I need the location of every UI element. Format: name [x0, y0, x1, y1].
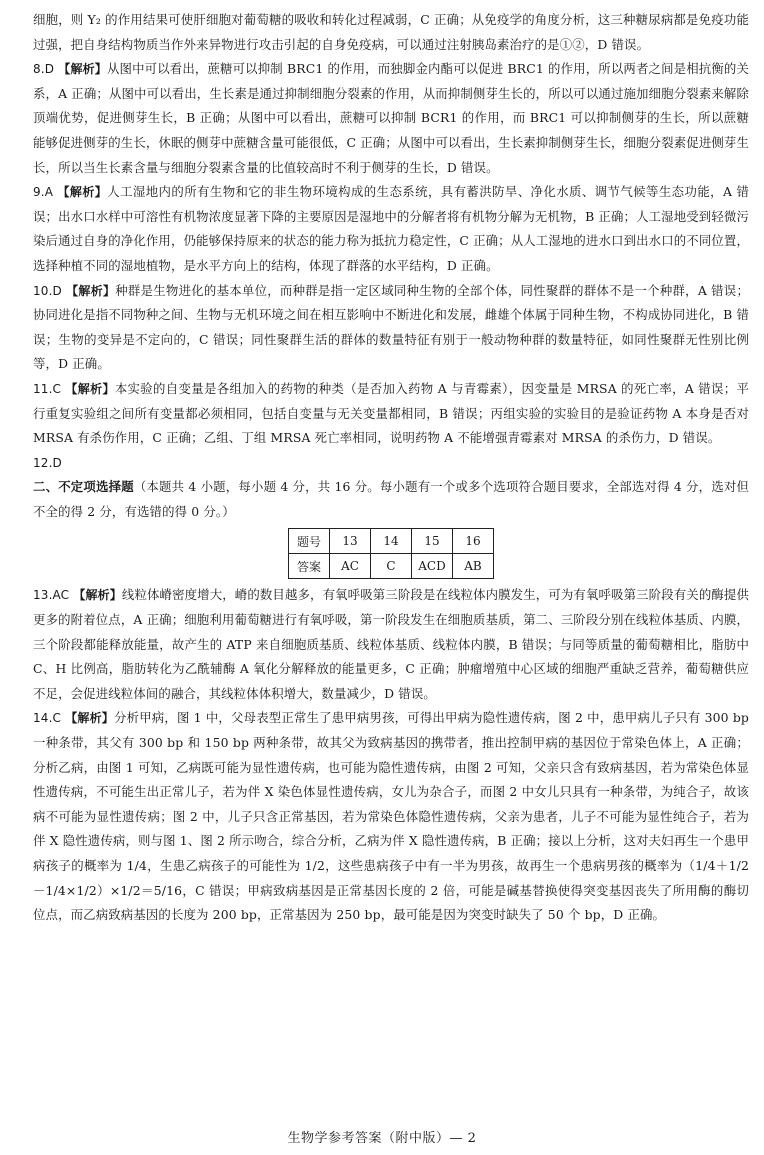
- table-row: [289, 529, 494, 554]
- answer-page: [33, 8, 749, 928]
- section-title: 二、不定项选择题: [33, 479, 134, 495]
- item-number: 14.C: [33, 711, 62, 726]
- item-number: 12.D: [33, 455, 62, 470]
- analysis-label: 【解析】: [66, 283, 116, 298]
- analysis-text: 人工湿地内的所有生物和它的非生物环境构成的生态系统，具有蓄洪防旱、净化水质、调节气候等生态功能，A 错误；出水口水样中可溶性有机物浓度显著下降的主要原因是湿地中的分解者将有机物分解为无机物，B 正确；人工湿地受到轻微污染后通过自身的净化作用，仍能够保持原来的状态的能力称为抵抗力稳定性，C 正确；从人工湿地的进水口到出水口的不同位置，选择种植不同的湿地植物，是水平方向上的结构，体现了群落的水平结构，D 正确。: [33, 184, 749, 273]
- answer-item-8: [33, 57, 749, 180]
- continued-paragraph: 细胞，则 Y₂ 的作用结果可使肝细胞对葡萄糖的吸收和转化过程减弱，C 正确；从免疫学的角度分析，这三种糖尿病都是免疫功能过强，把自身结构物质当作外来异物进行攻击引起的自身免疫病，可以通过注射胰岛素治疗的是①②，D 错误。: [33, 12, 749, 52]
- item-number: 8.D: [33, 62, 55, 77]
- table-cell: AC: [330, 554, 371, 579]
- table-cell: 15: [412, 529, 453, 554]
- analysis-text: 分析甲病，图 1 中，父母表型正常生了患甲病男孩，可得出甲病为隐性遗传病，图 2 中，患甲病儿子只有 300 bp 一种条带，其父有 300 bp 和 150 bp 两种条带，故其父为致病基因的携带者，推出控制甲病的基因位于常染色体上，A 正确；分析乙病，由图 1 可知，乙病既可能为显性遗传病，也可能为隐性遗传病，由图 2 可知，父亲只含有致病基因，若为常染色体显性遗传病，不可能生出正常儿子，若为伴 X 染色体显性遗传病，女儿为杂合子，而图 2 中女儿只具有一种条带，为纯合子，故该病不可能为显性遗传病；图 2 中，儿子只含正常基因，若为常染色体隐性遗传病，父亲为患者，儿子不可能为显性纯合子，若为伴 X 隐性遗传病，则与图 1、图 2 所示吻合，综合分析，乙病为伴 X 隐性遗传病，B 正确；接以上分析，这对夫妇再生一个患甲病孩子的概率为 1/4，生患乙病孩子的可能性为 1/2，这些患病孩子中有一半为男孩，故再生一个患病男孩的概率为（1/4＋1/2－1/4×1/2）×1/2＝5/16，C 错误；甲病致病基因是正常基因长度的 2 倍，可能是碱基替换使得突变基因丧失了所用酶的酶切位点，而乙病致病基因的长度为 200 bp，正常基因为 250 bp，最可能是因为突变时缺失了 50 个 bp，D 正确。: [33, 710, 749, 923]
- table-cell: ACD: [412, 554, 453, 579]
- section-heading-multi-choice: [33, 475, 749, 524]
- analysis-text: 本实验的自变量是各组加入的药物的种类（是否加入药物 A 与青霉素），因变量是 MRSA 的死亡率，A 错误；平行重复实验组之间所有变量都必须相同，包括自变量与无关变量都相同，B 错误；丙组实验的实验目的是验证药物 A 本身是否对 MRSA 有杀伤作用，C 正确；乙组、丁组 MRSA 死亡率相同，说明药物 A 不能增强青霉素对 MRSA 的杀伤力，D 错误。: [33, 380, 749, 446]
- table-header-cell: 答案: [289, 554, 330, 579]
- analysis-label: 【解析】: [65, 711, 115, 726]
- analysis-text: 线粒体嵴密度增大，嵴的数目越多，有氧呼吸第三阶段是在线粒体内膜发生，可为有氧呼吸第三阶段有关的酶提供更多的附着位点，A 正确；细胞利用葡萄糖进行有氧呼吸，第一阶段发生在细胞质基质，第二、三阶段分别在线粒体基质、内膜，三个阶段都能释放能量，故产生的 ATP 来自细胞质基质、线粒体基质、线粒体内膜，B 错误；与同等质量的葡萄糖相比，脂肪中 C、H 比例高，脂肪转化为乙酰辅酶 A 氧化分解释放的能量更多，C 正确；肿瘤增殖中心区域的细胞严重缺乏营养，葡萄糖供应不足，会促进线粒体间的融合，其线粒体体积增大，数量减少，D 错误。: [33, 587, 749, 701]
- answer-item-14: [33, 706, 749, 927]
- analysis-label: 【解析】: [65, 381, 115, 396]
- analysis-text: 从图中可以看出，蔗糖可以抑制 BRC1 的作用，而独脚金内酯可以促进 BRC1 的作用，所以两者之间是相抗衡的关系，A 正确；从图中可以看出，生长素是通过抑制细胞分裂素的作用，从而抑制侧芽生长的，所以可以通过施加细胞分裂素来解除顶端优势，促进侧芽生长，B 正确；从图中可以看出，蔗糖可以抑制 BCR1 的作用，而 BRC1 可以抑制侧芽的生长，所以蔗糖能够促进侧芽的生长，休眠的侧芽中蔗糖含量可能很低，C 正确；从图中可以看出，生长素抑制侧芽生长，细胞分裂素促进侧芽生长，所以当生长素含量与细胞分裂素含量的比值较高时不利于侧芽的生长，D 错误。: [33, 61, 749, 175]
- analysis-label: 【解析】: [57, 185, 108, 200]
- answer-item-12: [33, 451, 749, 476]
- table-cell: 13: [330, 529, 371, 554]
- table-cell: AB: [453, 554, 494, 579]
- table-cell: 14: [371, 529, 412, 554]
- page-footer: 生物学参考答案（附中版）— 2: [287, 1131, 477, 1146]
- answer-item-11: [33, 377, 749, 451]
- answer-item-13: [33, 583, 749, 706]
- section-instructions: （本题共 4 小题，每小题 4 分，共 16 分。每小题有一个或多个选项符合题目要求，全部选对得 4 分，选对但不全的得 2 分，有选错的得 0 分。）: [33, 479, 750, 519]
- analysis-label: 【解析】: [73, 588, 122, 603]
- table-header-cell: 题号: [289, 529, 330, 554]
- answer-item-10: [33, 279, 749, 377]
- analysis-label: 【解析】: [58, 62, 107, 77]
- item-number: 13.AC: [33, 588, 70, 603]
- answer-table-wrap: [33, 528, 749, 579]
- item-number: 10.D: [33, 283, 62, 298]
- answer-table: [288, 528, 494, 579]
- answer-item-9: [33, 180, 749, 278]
- table-cell: C: [371, 554, 412, 579]
- table-row: [289, 554, 494, 579]
- item-number: 9.A: [33, 185, 54, 200]
- analysis-text: 种群是生物进化的基本单位，而种群是指一定区域同种生物的全部个体，同性聚群的群体不是一个种群，A 错误；协同进化是指不同物种之间、生物与无机环境之间在相互影响中不断进化和发展，雌雄个体属于同种生物，不构成协同进化，B 错误；生物的变异是不定向的，C 错误；同性聚群生活的群体的数量特征有别于一般动物种群的数量特征，如同性聚群无性别比例等，D 正确。: [33, 282, 749, 372]
- table-cell: 16: [453, 529, 494, 554]
- item-number: 11.C: [33, 381, 62, 396]
